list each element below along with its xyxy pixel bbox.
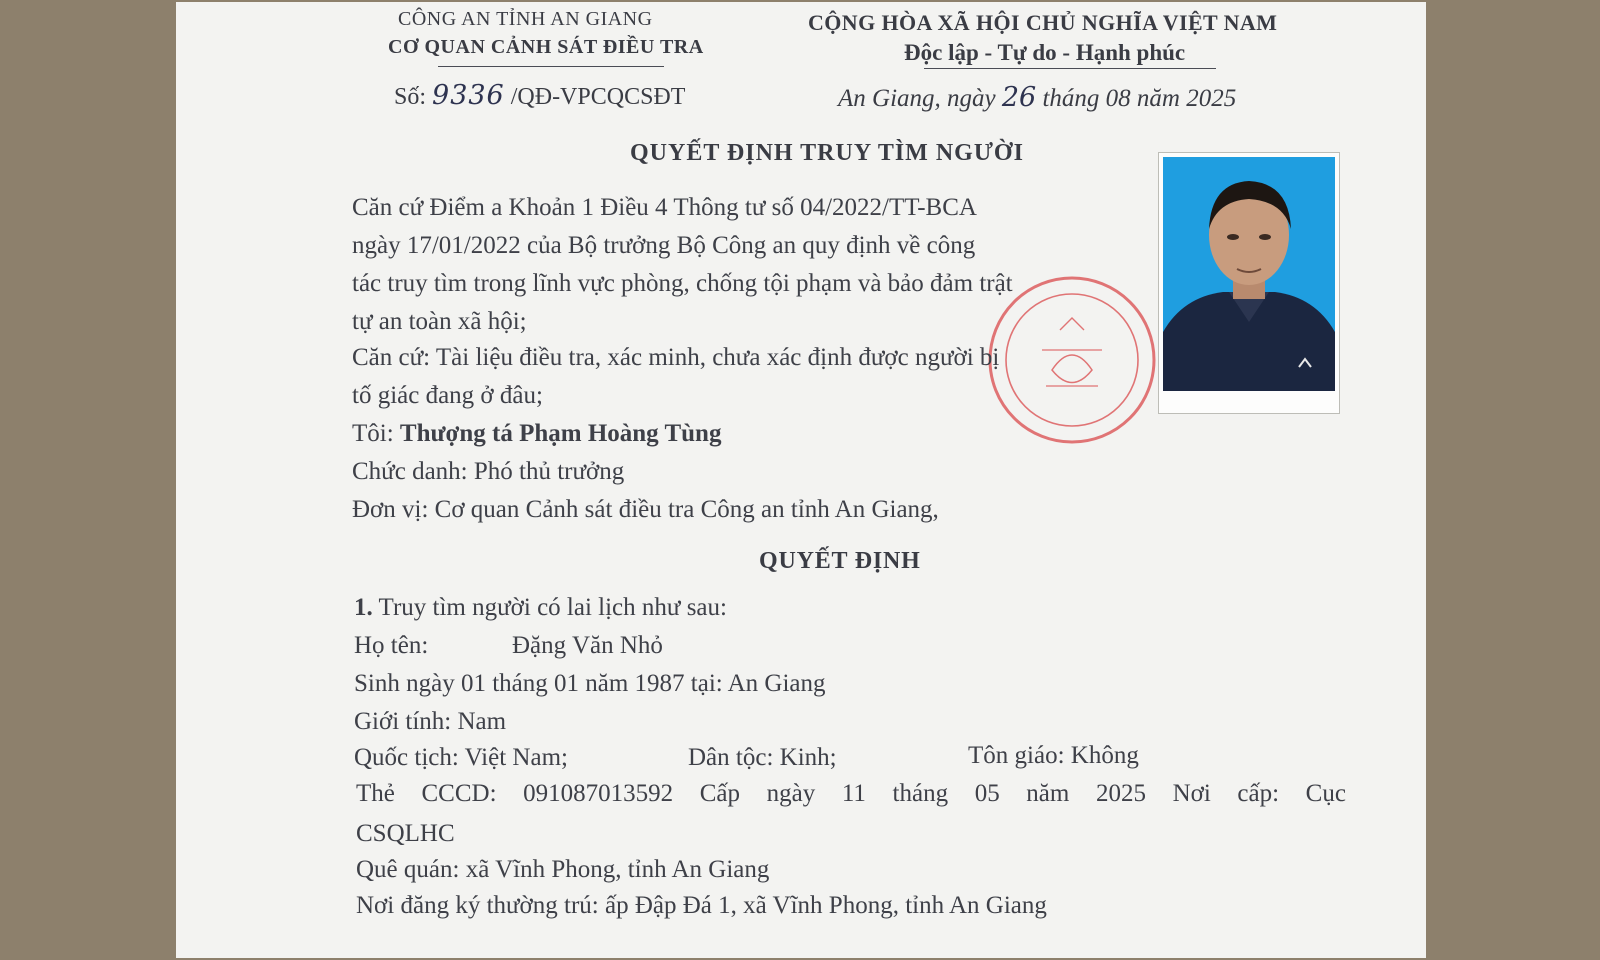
person-name: Đặng Văn Nhỏ (512, 632, 663, 659)
id-word: năm (1026, 780, 1070, 807)
person-religion: Tôn giáo: Không (968, 742, 1139, 769)
national-motto: Độc lập - Tự do - Hạnh phúc (904, 40, 1186, 65)
id-word: 11 (841, 780, 866, 807)
person-id-line (356, 780, 1346, 808)
header-right-underline (924, 68, 1216, 69)
item-1-number: 1. (354, 594, 373, 621)
header-left-underline (438, 66, 664, 67)
document-page (176, 2, 1426, 958)
id-word: Nơi (1172, 780, 1211, 807)
preamble-line-5: Căn cứ: Tài liệu điều tra, xác minh, chưa xác định được người bị (352, 344, 1000, 371)
person-name-label: Họ tên: (354, 632, 429, 659)
id-word: cấp: (1237, 780, 1280, 807)
person-ethnicity: Dân tộc: Kinh; (688, 744, 837, 771)
id-word: CCCD: (421, 780, 497, 807)
date-suffix: tháng 08 năm 2025 (1036, 85, 1237, 112)
preamble-line-4: tự an toàn xã hội; (352, 308, 527, 335)
document-title: QUYẾT ĐỊNH TRUY TÌM NGƯỜI (630, 140, 1024, 166)
id-word: Cục (1305, 780, 1346, 807)
id-word: 05 (974, 780, 1000, 807)
person-hometown: Quê quán: xã Vĩnh Phong, tỉnh An Giang (356, 856, 770, 883)
officer-line (352, 420, 721, 448)
preamble-line-6: tố giác đang ở đâu; (352, 382, 543, 409)
handwritten-day: 26 (1001, 82, 1037, 113)
preamble-line-1: Căn cứ Điểm a Khoản 1 Điều 4 Thông tư số 04/2022/TT-BCA (352, 194, 977, 221)
preamble-line-2: ngày 17/01/2022 của Bộ trưởng Bộ Công an quy định về công (352, 232, 976, 259)
id-word: Cấp (699, 780, 741, 807)
department-name: CƠ QUAN CẢNH SÁT ĐIỀU TRA (388, 36, 704, 58)
id-word: Thẻ (356, 780, 395, 807)
number-prefix: Số: (394, 84, 433, 110)
person-id-issuer-cont: CSQLHC (356, 820, 455, 847)
date-prefix: An Giang, ngày (838, 85, 1002, 112)
item-1-text: Truy tìm người có lai lịch như sau: (372, 594, 727, 621)
officer-label: Tôi: (352, 420, 400, 447)
document-number (394, 80, 685, 111)
officer-position: Chức danh: Phó thủ trưởng (352, 458, 625, 485)
item-1 (354, 594, 727, 622)
handwritten-number: 9336 (432, 80, 505, 111)
officer-unit: Đơn vị: Cơ quan Cảnh sát điều tra Công an tỉnh An Giang, (352, 496, 939, 523)
officer-name: Thượng tá Phạm Hoàng Tùng (399, 420, 722, 447)
id-word: tháng (892, 780, 949, 807)
suspect-photo (1158, 152, 1340, 414)
national-title: CỘNG HÒA XÃ HỘI CHỦ NGHĨA VIỆT NAM (808, 10, 1278, 35)
person-gender: Giới tính: Nam (354, 708, 507, 735)
id-number: 091087013592 (523, 780, 674, 807)
person-residence: Nơi đăng ký thường trú: ấp Đập Đá 1, xã Vĩnh Phong, tỉnh An Giang (356, 892, 1047, 919)
decision-heading: QUYẾT ĐỊNH (759, 548, 921, 574)
person-birth: Sinh ngày 01 tháng 01 năm 1987 tại: An Giang (354, 670, 826, 697)
id-word: 2025 (1095, 780, 1146, 807)
id-word: ngày (766, 780, 816, 807)
person-nationality: Quốc tịch: Việt Nam; (354, 744, 568, 771)
number-suffix: /QĐ-VPCQCSĐT (504, 84, 686, 110)
agency-name: CÔNG AN TỈNH AN GIANG (398, 8, 653, 30)
preamble-line-3: tác truy tìm trong lĩnh vực phòng, chống tội phạm và bảo đảm trật (352, 270, 1013, 297)
portrait-image (1163, 157, 1335, 391)
document-date (838, 82, 1236, 113)
